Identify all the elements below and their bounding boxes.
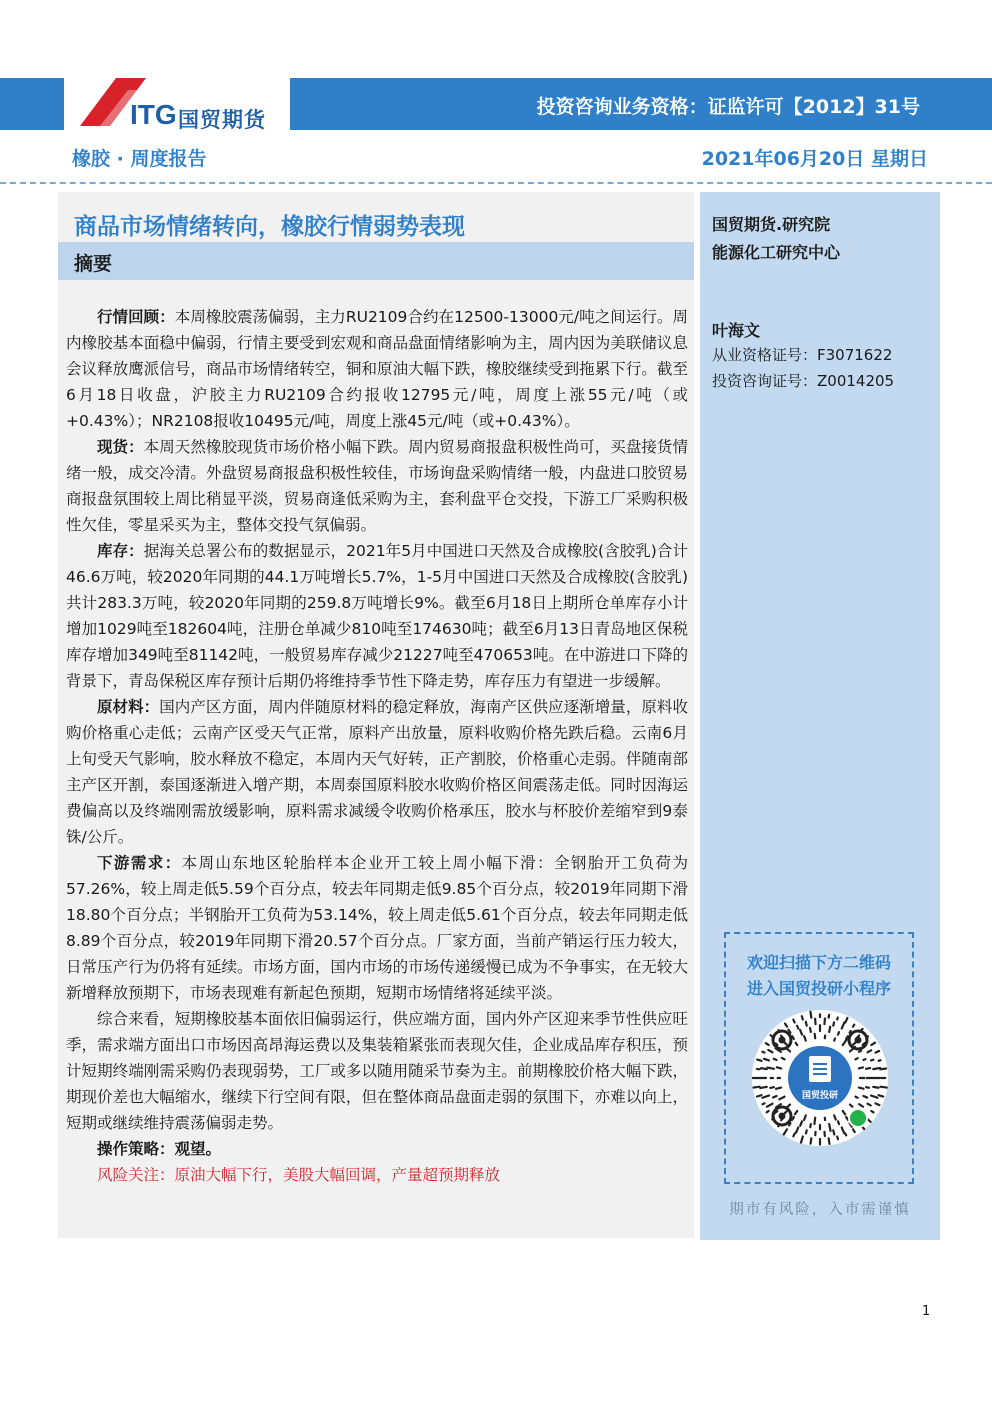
paragraph-label: 现货：	[97, 438, 144, 456]
paragraph-market-review	[66, 304, 688, 434]
paragraph-inventory	[66, 538, 688, 694]
org-name: 国贸期货.研究院	[712, 215, 831, 234]
analyst-name: 叶海文	[712, 321, 761, 340]
paragraph-raw-materials	[66, 694, 688, 850]
sidebar-panel	[700, 192, 940, 1240]
paragraph-strategy	[66, 1136, 688, 1162]
qr-caption-line2: 进入国贸投研小程序	[746, 979, 891, 998]
wechat-mini-program-icon	[848, 1108, 868, 1128]
summary-label: 摘要	[74, 253, 113, 275]
summary-body	[66, 304, 688, 1188]
paragraph-conclusion	[66, 1006, 688, 1136]
qr-caption-line1: 欢迎扫描下方二维码	[746, 953, 891, 972]
paragraph-spot	[66, 434, 688, 538]
summary-header	[58, 242, 694, 280]
risk-disclaimer: 期市有风险，入市需谨慎	[729, 1202, 911, 1218]
logo-chinese-name: 国贸期货	[178, 108, 266, 132]
mini-program-qr-code[interactable]	[752, 1010, 888, 1146]
main-content-panel	[58, 192, 694, 1238]
paragraph-text: 本周山东地区轮胎样本企业开工较上周小幅下滑：全钢胎开工负荷为57.26%，较上周走低5.59个百分点，较去年同期走低9.85个百分点，较2019年同期下滑18.80个百分点；半钢胎开工负荷为53.14%，较上周走低5.61个百分点，较去年同期走低8.89个百分点，较2019年同期下滑20.57个百分点。厂家方面，当前产销运行压力较大，日常压产行为仍将有延续。市场方面，国内市场的市场传递缓慢已成为不争事实，在无较大新增释放预期下，市场表现难有新起色预期，短期市场情绪将延续平淡。	[66, 854, 688, 1002]
qr-promo-box	[724, 932, 914, 1184]
document-icon	[809, 1056, 831, 1082]
page-number: 1	[922, 1304, 931, 1319]
report-title: 商品市场情绪转向，橡胶行情弱势表现	[74, 214, 465, 240]
paragraph-text: 本周天然橡胶现货市场价格小幅下跌。周内贸易商报盘积极性尚可，买盘接货情绪一般，成交冷清。外盘贸易商报盘积极性较佳，市场询盘采购情绪一般，内盘进口胶贸易商报盘氛围较上周比稍显平淡，贸易商逢低采购为主，套利盘平仓交投，下游工厂采购积极性欠佳，零星采买为主，整体交投气氛偏弱。	[66, 438, 688, 534]
strategy-label: 操作策略：	[97, 1140, 175, 1158]
report-section: 橡胶 · 周度报告	[72, 148, 207, 170]
paragraph-text: 本周橡胶震荡偏弱，主力RU2109合约在12500-13000元/吨之间运行。周内橡胶基本面稳中偏弱，行情主要受到宏观和商品盘面情绪影响为主，周内因为美联储议息会议释放鹰派信号，商品市场情绪转空，铜和原油大幅下跌，橡胶继续受到拖累下行。截至6月18日收盘，沪胶主力RU2109合约报收12795元/吨，周度上涨55元/吨（或+0.43%）；NR2108报收10495元/吨，周度上涨45元/吨（或+0.43%）。	[66, 308, 688, 430]
logo-text: ITG	[130, 99, 177, 128]
qr-center-label: 国贸投研	[801, 1091, 838, 1101]
paragraph-label: 原材料：	[97, 698, 160, 716]
paragraph-label: 库存：	[97, 542, 144, 560]
license-text: 投资咨询业务资格：证监许可【2012】31号	[536, 96, 920, 118]
consulting-license-number: 投资咨询证号：Z0014205	[712, 372, 895, 390]
paragraph-text: 据海关总署公布的数据显示，2021年5月中国进口天然及合成橡胶(含胶乳)合计46.6万吨，较2020年同期的44.1万吨增长5.7%，1-5月中国进口天然及合成橡胶(含胶乳)共计283.3万吨，较2020年同期的259.8万吨增长9%。截至6月18日上期所仓单库存小计增加1029吨至182604吨，注册仓单减少810吨至174630吨；截至6月13日青岛地区保税库存增加349吨至81142吨，一般贸易库存减少21227吨至470653吨。在中游进口下降的背景下，青岛保税区库存预计后期仍将维持季节性下降走势，库存压力有望进一步缓解。	[66, 542, 688, 690]
paragraph-downstream	[66, 850, 688, 1006]
paragraph-label: 行情回顾：	[97, 308, 175, 326]
strategy-text: 观望。	[174, 1140, 222, 1158]
header-divider	[0, 182, 992, 184]
qr-center-badge	[788, 1046, 852, 1110]
report-date: 2021年06月20日 星期日	[701, 148, 928, 170]
paragraph-text: 综合来看，短期橡胶基本面依旧偏弱运行，供应端方面，国内外产区迎来季节性供应旺季，需求端方面出口市场因高昂海运费以及集装箱紧张而表现欠佳，企业成品库存积压，预计短期终端刚需采购仍表现弱势，工厂或多以随用随采节奏为主。前期橡胶价格大幅下跌，期现价差也大幅缩水，继续下行空间有限，但在整体商品盘面走弱的氛围下，亦难以向上，短期或继续维持震荡偏弱走势。	[66, 1010, 688, 1132]
qualification-number: 从业资格证号：F3071622	[712, 346, 893, 364]
risk-warning: 风险关注：原油大幅下行，美股大幅回调，产量超预期释放	[97, 1166, 501, 1184]
org-department: 能源化工研究中心	[712, 243, 841, 262]
paragraph-label: 下游需求：	[97, 854, 182, 872]
company-logo	[64, 66, 290, 134]
paragraph-text: 国内产区方面，周内伴随原材料的稳定释放，海南产区供应逐渐增量，原料收购价格重心走低；云南产区受天气正常，原料产出放量，原料收购价格先跌后稳。云南6月上旬受天气影响，胶水释放不稳定，本周内天气好转，正产割胶，价格重心走弱。伴随南部主产区开割，泰国逐渐进入增产期，本周泰国原料胶水收购价格区间震荡走低。同时因海运费偏高以及终端刚需放缓影响，原料需求减缓令收购价格承压，胶水与杯胶价差缩窄到9泰铢/公斤。	[66, 698, 688, 846]
